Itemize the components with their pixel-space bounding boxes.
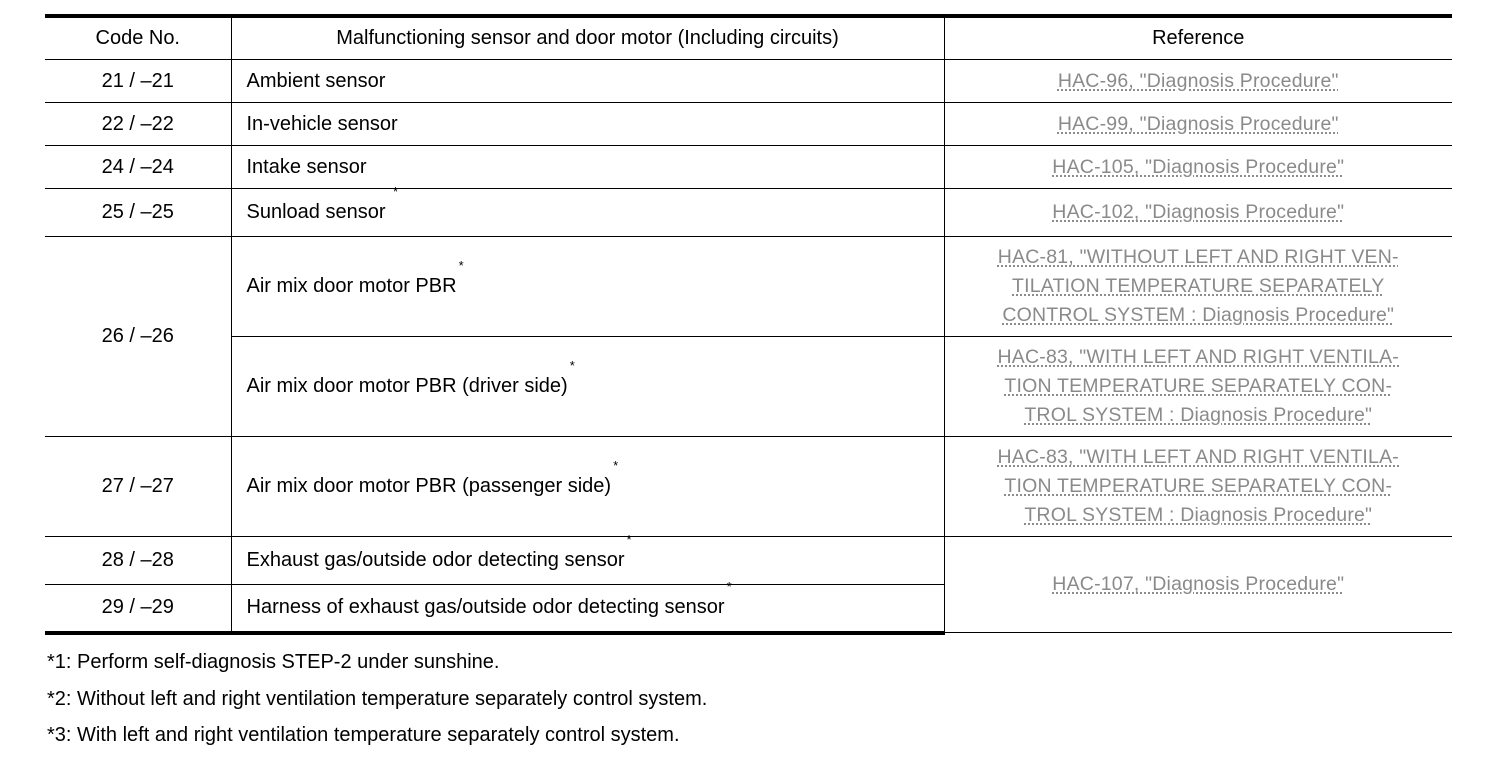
table-row — [45, 189, 1452, 237]
description-cell — [231, 337, 944, 437]
description-text: Air mix door motor PBR — [246, 275, 457, 297]
reference-line: TION TEMPERATURE SEPARATELY CON- — [1004, 475, 1393, 497]
code-cell: 27 / –27 — [45, 437, 231, 537]
reference-line: CONTROL SYSTEM : Diagnosis Procedure" — [1002, 304, 1395, 326]
description-cell — [231, 60, 944, 103]
description-text: Sunload sensor — [246, 201, 392, 223]
reference-line: HAC-81, "WITHOUT LEFT AND RIGHT VEN- — [997, 246, 1399, 268]
reference-link[interactable] — [945, 153, 1453, 182]
footnote-2: *2: Without left and right ventilation temperature separately control system. — [47, 687, 708, 710]
code-cell: 21 / –21 — [45, 60, 231, 103]
reference-cell — [944, 146, 1452, 189]
reference-line: TILATION TEMPERATURE SEPARATELY — [1012, 275, 1385, 297]
table-row — [45, 237, 1452, 337]
footnote-3: *3: With left and right ventilation temperature separately control system. — [47, 724, 680, 746]
table-row — [45, 337, 1452, 437]
reference-link[interactable] — [945, 198, 1453, 227]
footnote-marker: * — [458, 258, 464, 273]
reference-cell — [944, 237, 1452, 337]
description-cell — [231, 184, 944, 237]
code-cell: 22 / –22 — [45, 103, 231, 146]
reference-cell — [944, 337, 1452, 437]
description-text: In-vehicle sensor — [246, 112, 398, 135]
reference-line: HAC-83, "WITH LEFT AND RIGHT VENTILA- — [997, 446, 1399, 468]
code-cell: 25 / –25 — [45, 189, 231, 237]
description-cell — [231, 146, 944, 189]
reference-cell — [944, 537, 1452, 633]
description-cell — [231, 532, 944, 585]
reference-line: TROL SYSTEM : Diagnosis Procedure" — [1024, 504, 1373, 526]
table-row — [45, 60, 1452, 103]
reference-cell — [944, 60, 1452, 103]
reference-link[interactable] — [945, 67, 1453, 96]
table-header-row — [45, 16, 1452, 60]
reference-cell — [944, 103, 1452, 146]
table-row — [45, 437, 1452, 537]
reference-line: HAC-99, "Diagnosis Procedure" — [1057, 112, 1339, 135]
footnote-1: *1: Perform self-diagnosis STEP-2 under sunshine. — [47, 651, 500, 673]
reference-cell — [944, 437, 1452, 537]
description-cell — [231, 437, 944, 537]
table-row — [45, 146, 1452, 189]
code-cell: 28 / –28 — [45, 537, 231, 585]
diagnosis-code-table — [45, 14, 1452, 635]
description-text: Ambient sensor — [246, 69, 386, 92]
reference-line: HAC-83, "WITH LEFT AND RIGHT VENTILA- — [997, 346, 1399, 368]
footnote-marker: * — [726, 579, 732, 595]
footnote-marker: * — [626, 532, 632, 547]
reference-cell — [944, 189, 1452, 237]
footnote-marker: * — [569, 358, 575, 373]
description-cell — [231, 579, 944, 633]
reference-line: TION TEMPERATURE SEPARATELY CON- — [1004, 375, 1393, 397]
reference-link[interactable] — [945, 570, 1453, 599]
reference-line: HAC-102, "Diagnosis Procedure" — [1052, 201, 1345, 223]
table-row — [45, 103, 1452, 146]
header-reference: Reference — [944, 16, 1452, 60]
description-text: Intake sensor — [246, 155, 367, 178]
footnote-marker: * — [613, 458, 619, 473]
header-description: Malfunctioning sensor and door motor (Including circuits) — [231, 16, 944, 60]
description-text: Exhaust gas/outside odor detecting sensor — [246, 549, 625, 571]
description-cell — [231, 237, 944, 337]
reference-link[interactable] — [945, 110, 1453, 139]
description-text: Air mix door motor PBR (driver side) — [246, 375, 568, 397]
code-cell: 24 / –24 — [45, 146, 231, 189]
code-cell: 26 / –26 — [45, 237, 231, 437]
description-cell — [231, 103, 944, 146]
reference-line: HAC-105, "Diagnosis Procedure" — [1052, 155, 1345, 178]
footnotes — [47, 644, 707, 754]
table-row — [45, 537, 1452, 585]
header-code: Code No. — [45, 16, 231, 60]
reference-line: HAC-96, "Diagnosis Procedure" — [1057, 69, 1339, 92]
reference-link[interactable] — [945, 443, 1453, 530]
reference-line: TROL SYSTEM : Diagnosis Procedure" — [1024, 404, 1373, 426]
description-text: Harness of exhaust gas/outside odor detecting sensor — [246, 596, 725, 619]
code-cell: 29 / –29 — [45, 585, 231, 633]
description-text: Air mix door motor PBR (passenger side) — [246, 475, 612, 497]
reference-line: HAC-107, "Diagnosis Procedure" — [1052, 573, 1345, 595]
reference-link[interactable] — [945, 343, 1453, 430]
footnote-marker: * — [393, 184, 399, 199]
reference-link[interactable] — [945, 243, 1453, 330]
